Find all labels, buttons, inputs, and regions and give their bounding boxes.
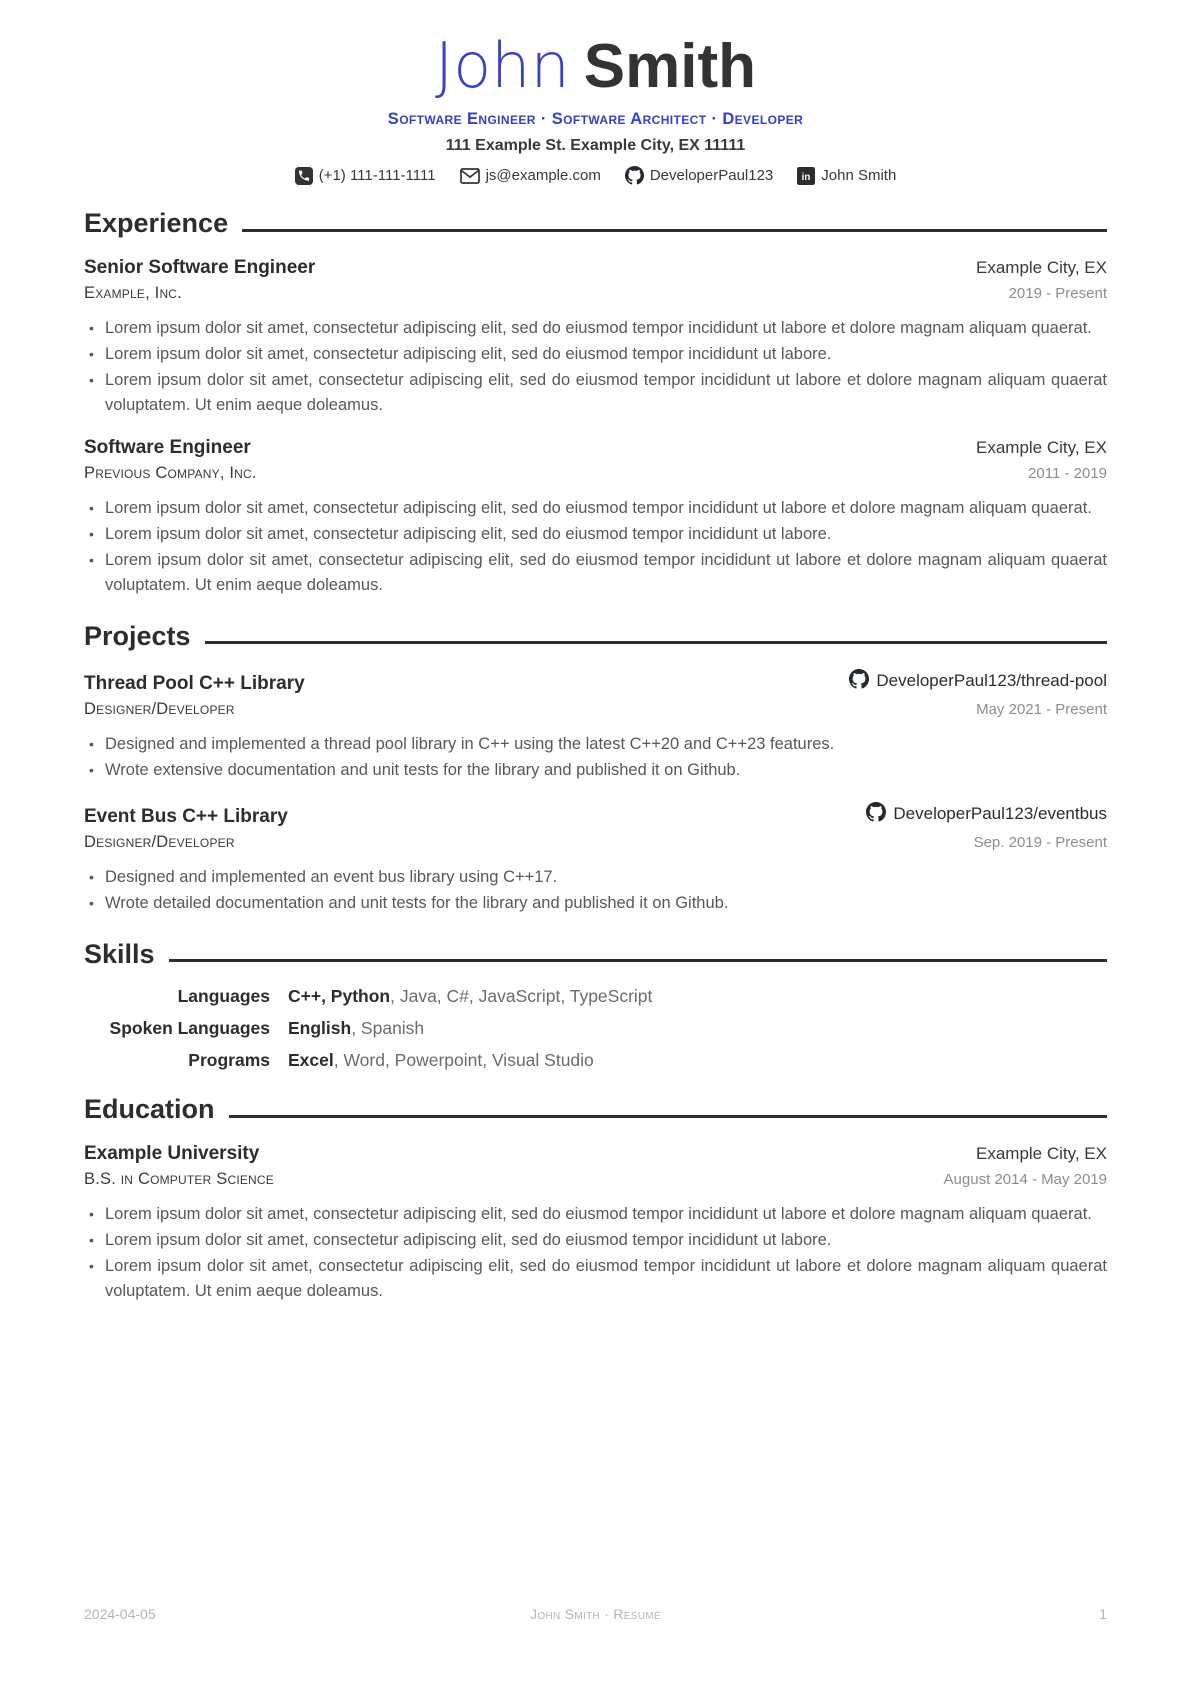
project-repo-link[interactable] xyxy=(866,802,1107,827)
bullet-item: • Lorem ipsum dolor sit amet, consectetur adipiscing elit, sed do eiusmod tempor incididunt ut labore. xyxy=(84,522,1107,547)
heading-rule xyxy=(229,1115,1107,1118)
job-title: Software Engineer xyxy=(84,436,251,458)
job-bullets xyxy=(84,316,1107,418)
job-dates: 2019 - Present xyxy=(1008,284,1107,302)
phone-contact[interactable] xyxy=(295,167,436,185)
bullet-item: • Designed and implemented a thread pool library in C++ using the latest C++20 and C++23 features. xyxy=(84,732,1107,757)
footer-date: 2024-04-05 xyxy=(84,1606,156,1622)
first-name: John xyxy=(434,29,570,102)
github-contact[interactable] xyxy=(625,166,773,185)
linkedin-name: John Smith xyxy=(821,167,897,185)
bullet-item: • Lorem ipsum dolor sit amet, consectetur adipiscing elit, sed do eiusmod tempor incididunt ut labore. xyxy=(84,1228,1107,1253)
bullet-item: • Lorem ipsum dolor sit amet, consectetur adipiscing elit, sed do eiusmod tempor incididunt ut labore et dolore magnam aliquam quaerat voluptatem. Ut enim aeque doleamus. xyxy=(84,368,1107,418)
bullet-item: • Lorem ipsum dolor sit amet, consectetur adipiscing elit, sed do eiusmod tempor incididunt ut labore et dolore magnam aliquam quaerat voluptatem. Ut enim aeque doleamus. xyxy=(84,1254,1107,1304)
email-address: js@example.com xyxy=(485,167,601,185)
github-icon xyxy=(866,802,886,827)
heading-rule xyxy=(205,641,1107,644)
address: 111 Example St. Example City, EX 11111 xyxy=(445,137,746,155)
last-name: Smith xyxy=(583,32,757,101)
education-heading xyxy=(84,1095,1107,1123)
projects-heading-text: Projects xyxy=(84,620,191,651)
bullet-item: • Lorem ipsum dolor sit amet, consectetur adipiscing elit, sed do eiusmod tempor incididunt ut labore et dolore magnam aliquam quaerat. xyxy=(84,1202,1107,1227)
heading-rule xyxy=(169,959,1107,962)
school-name: Example University xyxy=(84,1142,260,1164)
skill-value xyxy=(288,1018,1107,1039)
job-title: Senior Software Engineer xyxy=(84,256,316,278)
project-bullets xyxy=(84,865,1107,916)
job-bullets xyxy=(84,496,1107,598)
repo-name: DeveloperPaul123/thread-pool xyxy=(876,671,1107,691)
candidate-name xyxy=(84,29,1107,102)
project-repo-link[interactable] xyxy=(849,669,1107,694)
project-dates: May 2021 - Present xyxy=(976,700,1107,718)
skills-heading xyxy=(84,940,1107,968)
bullet-item: • Wrote extensive documentation and unit tests for the library and published it on Github. xyxy=(84,758,1107,783)
linkedin-contact[interactable] xyxy=(797,167,896,185)
page-footer xyxy=(84,1606,1107,1622)
header xyxy=(84,29,1107,185)
education-heading-text: Education xyxy=(84,1094,215,1125)
skill-highlight: Excel xyxy=(288,1050,334,1071)
project-dates: Sep. 2019 - Present xyxy=(973,833,1107,851)
bullet-item: • Lorem ipsum dolor sit amet, consectetur adipiscing elit, sed do eiusmod tempor incididunt ut labore et dolore magnam aliquam quaerat. xyxy=(84,496,1107,521)
experience-heading xyxy=(84,209,1107,237)
skill-label: Programs xyxy=(188,1050,270,1071)
skills-heading-text: Skills xyxy=(84,938,155,969)
bullet-item: • Wrote detailed documentation and unit tests for the library and published it on Github. xyxy=(84,891,1107,916)
projects-heading xyxy=(84,622,1107,650)
degree: B.S. in Computer Science xyxy=(84,1169,274,1188)
skill-rest: , Java, C#, JavaScript, TypeScript xyxy=(390,986,653,1007)
section-skills xyxy=(84,940,1107,1071)
section-experience xyxy=(84,209,1107,597)
project-title: Thread Pool C++ Library xyxy=(84,672,305,694)
job-dates: 2011 - 2019 xyxy=(1028,464,1107,482)
skills-table xyxy=(84,986,1107,1071)
project-role: Designer/Developer xyxy=(84,832,235,851)
experience-entry xyxy=(84,257,1107,418)
skill-highlight: English xyxy=(288,1018,352,1039)
skill-rest: , Word, Powerpoint, Visual Studio xyxy=(333,1050,594,1071)
project-role: Designer/Developer xyxy=(84,699,235,718)
education-entry xyxy=(84,1143,1107,1304)
email-icon xyxy=(460,168,480,184)
email-contact[interactable] xyxy=(460,167,601,184)
skill-value xyxy=(288,986,1107,1007)
experience-heading-text: Experience xyxy=(84,208,229,239)
bullet-item: • Lorem ipsum dolor sit amet, consectetur adipiscing elit, sed do eiusmod tempor incididunt ut labore. xyxy=(84,342,1107,367)
job-location: Example City, EX xyxy=(975,257,1107,277)
project-entry xyxy=(84,802,1107,916)
contact-row xyxy=(84,166,1107,185)
bullet-item: • Designed and implemented an event bus library using C++17. xyxy=(84,865,1107,890)
bullet-item: • Lorem ipsum dolor sit amet, consectetur adipiscing elit, sed do eiusmod tempor incididunt ut labore et dolore magnam aliquam quaerat voluptatem. Ut enim aeque doleamus. xyxy=(84,548,1107,598)
svg-text:in: in xyxy=(801,171,811,183)
project-title: Event Bus C++ Library xyxy=(84,805,288,827)
skill-value xyxy=(288,1050,1107,1071)
company-name: Previous Company, Inc. xyxy=(84,463,257,482)
github-username: DeveloperPaul123 xyxy=(649,167,774,185)
bullet-item: • Lorem ipsum dolor sit amet, consectetur adipiscing elit, sed do eiusmod tempor incididunt ut labore et dolore magnam aliquam quaerat. xyxy=(84,316,1107,341)
skill-label: Spoken Languages xyxy=(109,1018,270,1039)
linkedin-icon xyxy=(797,167,815,185)
repo-name: DeveloperPaul123/eventbus xyxy=(893,804,1107,824)
project-bullets xyxy=(84,732,1107,783)
skill-label: Languages xyxy=(177,986,270,1007)
company-name: Example, Inc. xyxy=(84,283,182,302)
tagline: Software Engineer · Software Architect · Developer xyxy=(387,110,804,129)
phone-number: (+1) 111-111-1111 xyxy=(318,167,436,185)
experience-entry xyxy=(84,437,1107,598)
skill-highlight: C++, Python xyxy=(288,986,391,1007)
phone-icon xyxy=(295,167,313,185)
section-projects xyxy=(84,622,1107,916)
education-bullets xyxy=(84,1202,1107,1304)
job-location: Example City, EX xyxy=(975,437,1107,457)
github-icon xyxy=(849,669,869,694)
github-icon xyxy=(625,166,644,185)
section-education xyxy=(84,1095,1107,1303)
skill-rest: , Spanish xyxy=(351,1018,425,1039)
footer-page-number: 1 xyxy=(1099,1606,1107,1622)
school-location: Example City, EX xyxy=(975,1143,1107,1163)
footer-title: John Smith · Résumé xyxy=(530,1606,661,1622)
education-dates: August 2014 - May 2019 xyxy=(943,1170,1107,1188)
project-entry xyxy=(84,669,1107,783)
heading-rule xyxy=(242,229,1107,232)
